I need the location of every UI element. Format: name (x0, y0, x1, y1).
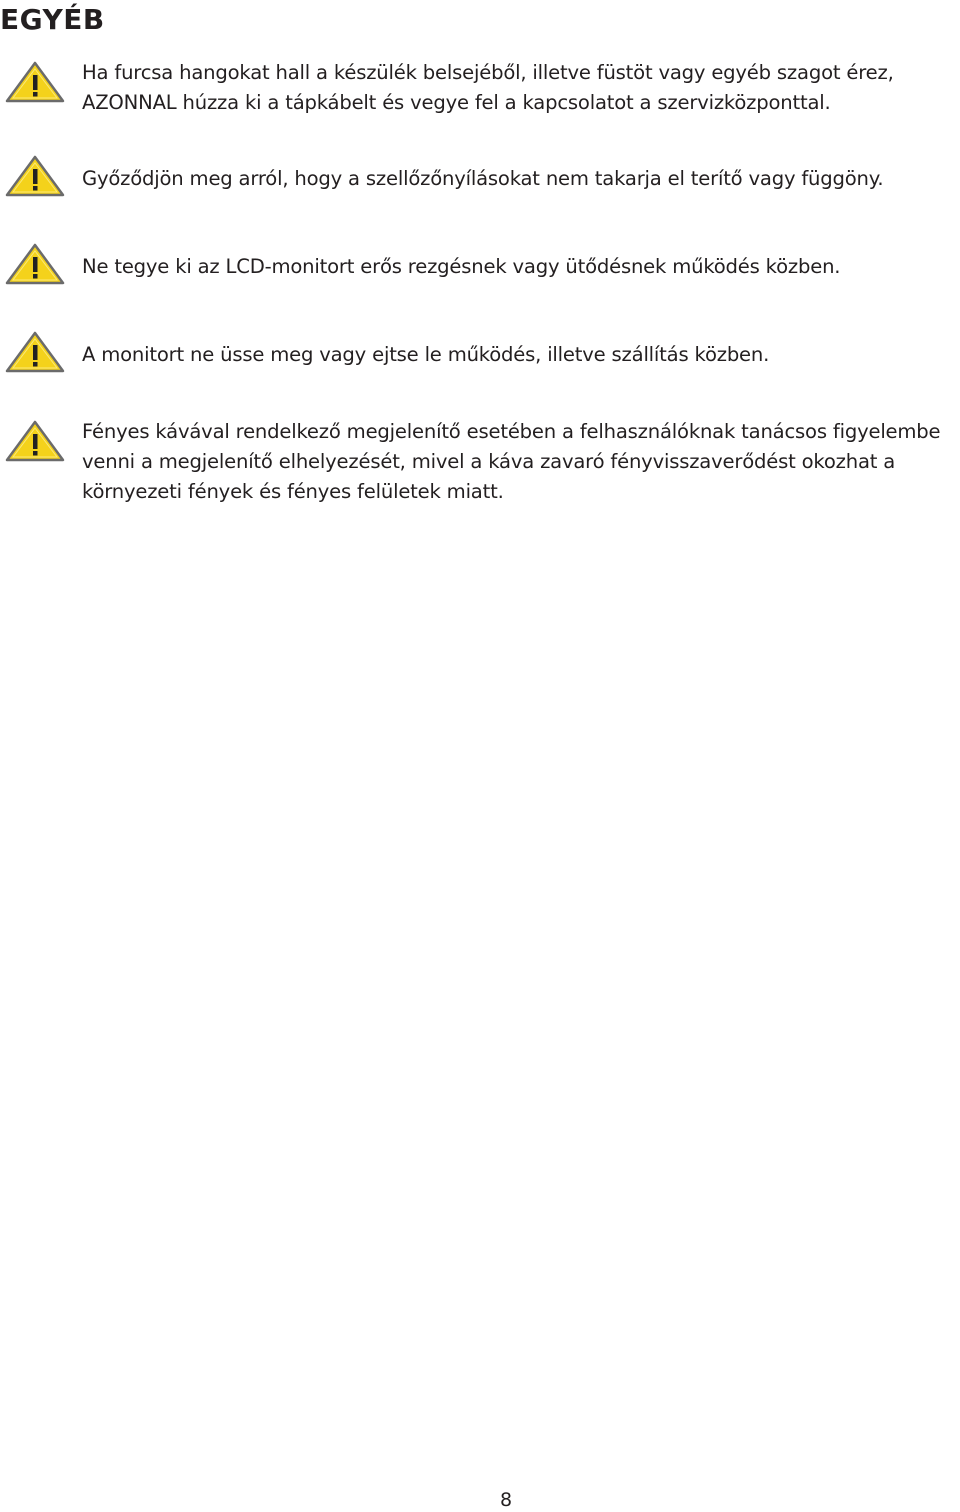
warning-triangle-icon (4, 154, 66, 198)
warning-triangle-icon (4, 242, 66, 286)
warning-triangle-icon (4, 330, 66, 374)
warning-text: Ha furcsa hangokat hall a készülék belsejéből, illetve füstöt vagy egyéb szagot érez, AZONNAL húzza ki a tápkábelt és vegye fel a kapcsolatot a szervizközponttal. (82, 61, 894, 114)
page-number: 8 (499, 1489, 513, 1511)
warning-text: Fényes kávával rendelkező megjelenítő esetében a felhasználóknak tanácsos figyelembe venni a megjelenítő elhelyezését, mivel a káva zavaró fényvisszaverődést okozhat a környezeti fények és fényes felületek miatt. (82, 420, 941, 503)
warning-text: Győződjön meg arról, hogy a szellőzőnyílásokat nem takarja el terítő vagy függöny. (82, 167, 884, 190)
warning-triangle-icon (4, 60, 66, 104)
warning-text: A monitort ne üsse meg vagy ejtse le működés, illetve szállítás közben. (82, 343, 770, 366)
warning-triangle-icon (4, 419, 66, 463)
section-heading: EGYÉB (0, 3, 105, 36)
warning-text: Ne tegye ki az LCD-monitort erős rezgésnek vagy ütődésnek működés közben. (82, 255, 841, 278)
